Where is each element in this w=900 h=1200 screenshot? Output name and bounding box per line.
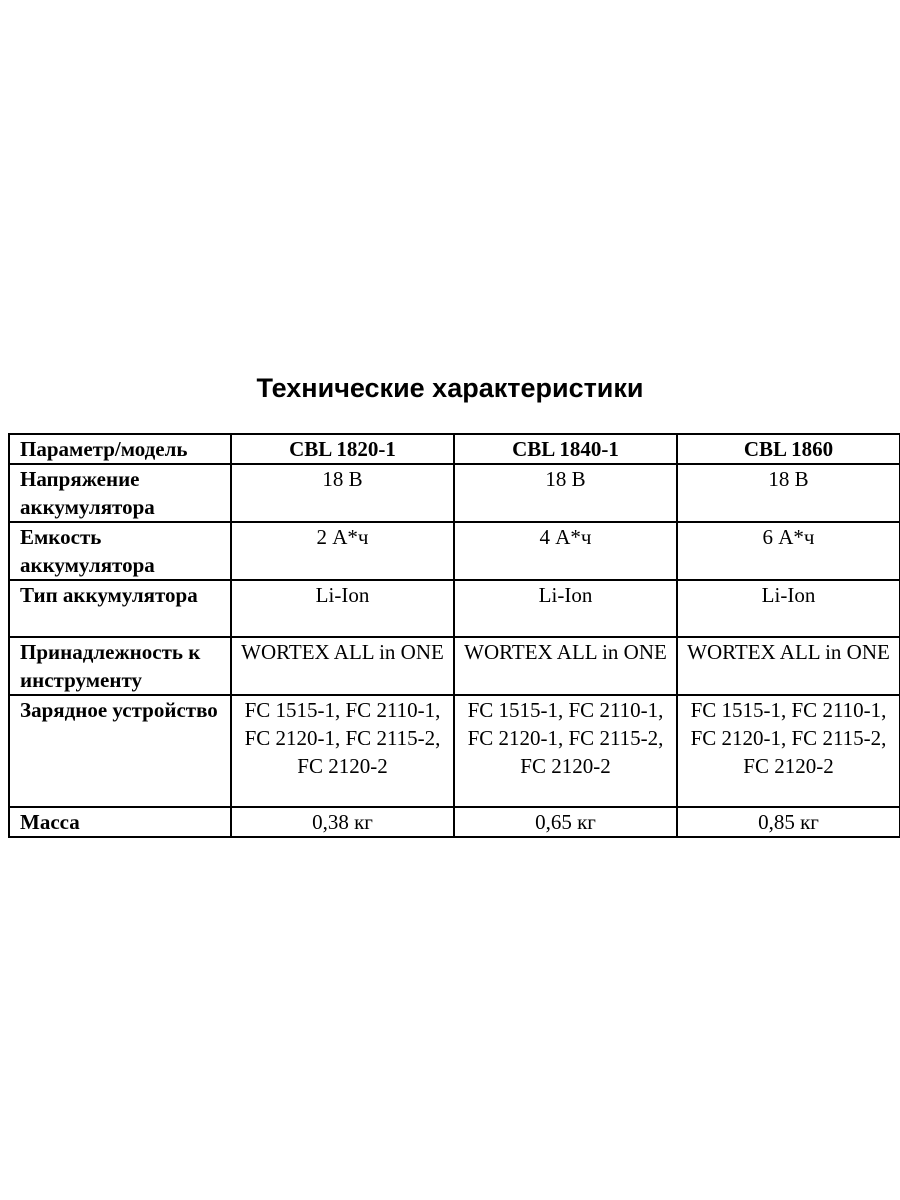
table-header-row	[9, 434, 900, 464]
header-model-cell: CBL 1840-1	[454, 434, 677, 464]
parameter-cell: Зарядное устройство	[9, 695, 231, 807]
value-cell: 4 А*ч	[454, 522, 677, 580]
table-row	[9, 464, 900, 522]
value-cell: 18 В	[677, 464, 900, 522]
header-model-cell: CBL 1820-1	[231, 434, 454, 464]
value-cell: Li-Ion	[677, 580, 900, 637]
value-cell: Li-Ion	[454, 580, 677, 637]
table-row	[9, 695, 900, 807]
value-cell: Li-Ion	[231, 580, 454, 637]
header-parameter-cell: Параметр/модель	[9, 434, 231, 464]
value-cell: FC 1515-1, FC 2110-1, FC 2120-1, FC 2115-2, FC 2120-2	[454, 695, 677, 807]
table-row	[9, 807, 900, 837]
parameter-cell: Масса	[9, 807, 231, 837]
table-row	[9, 637, 900, 695]
header-model-cell: CBL 1860	[677, 434, 900, 464]
value-cell: FC 1515-1, FC 2110-1, FC 2120-1, FC 2115-2, FC 2120-2	[231, 695, 454, 807]
parameter-cell: Тип аккумулятора	[9, 580, 231, 637]
table-row	[9, 522, 900, 580]
value-cell: 2 А*ч	[231, 522, 454, 580]
value-cell: FC 1515-1, FC 2110-1, FC 2120-1, FC 2115-2, FC 2120-2	[677, 695, 900, 807]
specifications-table	[8, 433, 900, 838]
parameter-cell: Принадлежность к инструменту	[9, 637, 231, 695]
value-cell: WORTEX ALL in ONE	[454, 637, 677, 695]
value-cell: 18 В	[231, 464, 454, 522]
parameter-cell: Напряжение аккумулятора	[9, 464, 231, 522]
value-cell: 18 В	[454, 464, 677, 522]
value-cell: WORTEX ALL in ONE	[231, 637, 454, 695]
value-cell: 0,38 кг	[231, 807, 454, 837]
value-cell: 6 А*ч	[677, 522, 900, 580]
value-cell: WORTEX ALL in ONE	[677, 637, 900, 695]
table-row	[9, 580, 900, 637]
value-cell: 0,65 кг	[454, 807, 677, 837]
value-cell: 0,85 кг	[677, 807, 900, 837]
parameter-cell: Емкость аккумулятора	[9, 522, 231, 580]
page-title: Технические характеристики	[256, 373, 644, 403]
